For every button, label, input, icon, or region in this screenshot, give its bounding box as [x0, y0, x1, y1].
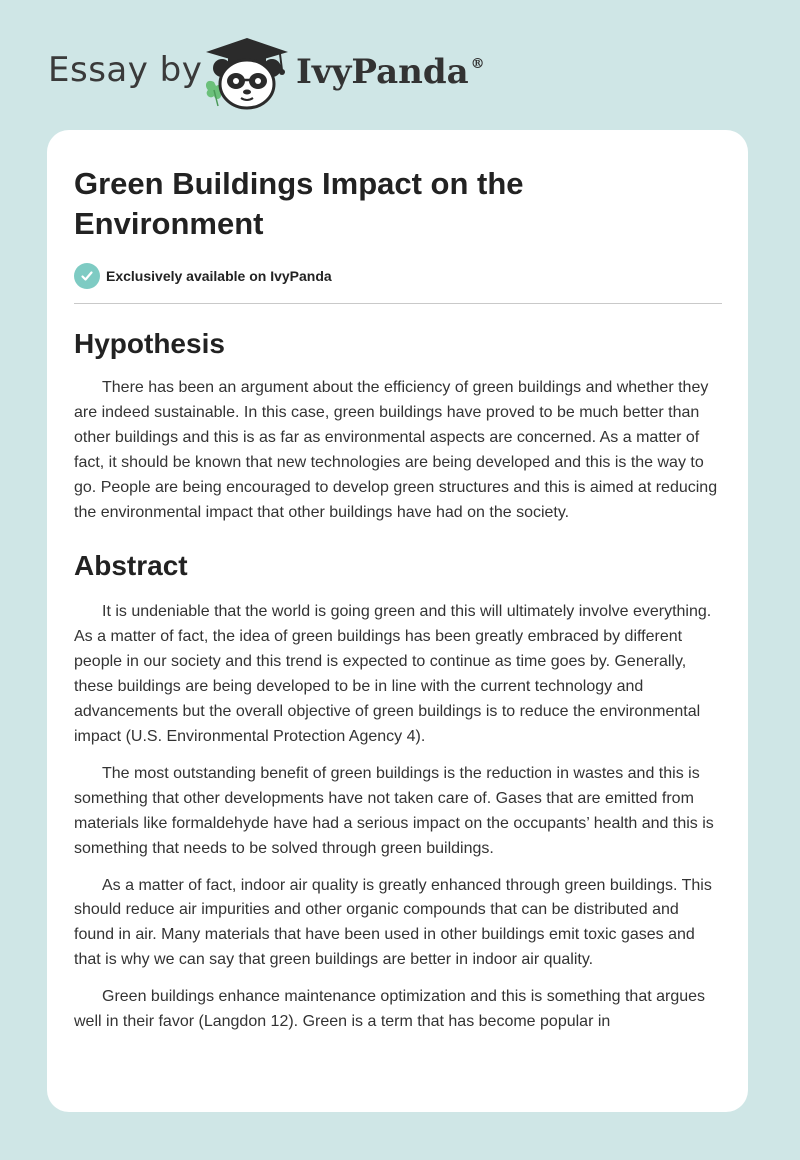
essay-content	[74, 320, 722, 1047]
divider	[74, 303, 722, 304]
paragraph: The most outstanding benefit of green buildings is the reduction in wastes and this is something that other developments have not taken care of. Gases that are emitted from materials like formaldehyde have had a serious impact on the occupants’ health and this is something that needs to be solved through green buildings.	[74, 764, 714, 857]
brand-name-text: IvyPanda	[296, 52, 469, 92]
essay-card	[47, 130, 748, 1112]
exclusive-badge	[74, 263, 332, 289]
section-heading-abstract: Abstract	[74, 550, 188, 582]
section-heading-hypothesis: Hypothesis	[74, 328, 225, 359]
paragraph: Green buildings enhance maintenance optimization and this is something that argues well in their favor (Langdon 12). Green is a term that has become popular in	[74, 988, 706, 1031]
site-header	[0, 0, 800, 130]
registered-mark: ®	[470, 56, 485, 72]
page-title: Green Buildings Impact on the Environment	[74, 166, 524, 241]
essay-by-label: Essay by	[48, 50, 203, 90]
paragraph: As a matter of fact, indoor air quality is greatly enhanced through green buildings. This should reduce air impurities and other organic compounds that can be distributed and found in air. Many materials that have been used in other buildings emit toxic gases and that is why we can say that green buildings are better in indoor air quality.	[74, 876, 712, 969]
exclusive-label: Exclusively available on IvyPanda	[106, 268, 332, 284]
brand-name[interactable]	[296, 52, 485, 92]
check-icon	[74, 263, 100, 289]
paragraph: It is undeniable that the world is going green and this will ultimately involve everything. As a matter of fact, the idea of green buildings has been greatly embraced by different people in our society and this trend is expected to continue as time goes by. Generally, these buildings are being developed to be in line with the current technology and advancements but the overall objective of green buildings is to reduce the environmental impact (U.S. Environmental Protection Agency 4).	[74, 603, 712, 745]
paragraph: There has been an argument about the efficiency of green buildings and whether they are indeed sustainable. In this case, green buildings have proved to be much better than other buildings and this is as far as environmental aspects are concerned. As a matter of fact, it should be known that new technologies are being developed and this is the way to go. People are being encouraged to develop green structures and this is aimed at reducing the environmental impact that other buildings have had on the society.	[74, 379, 718, 521]
ivypanda-logo-icon[interactable]	[200, 34, 295, 110]
